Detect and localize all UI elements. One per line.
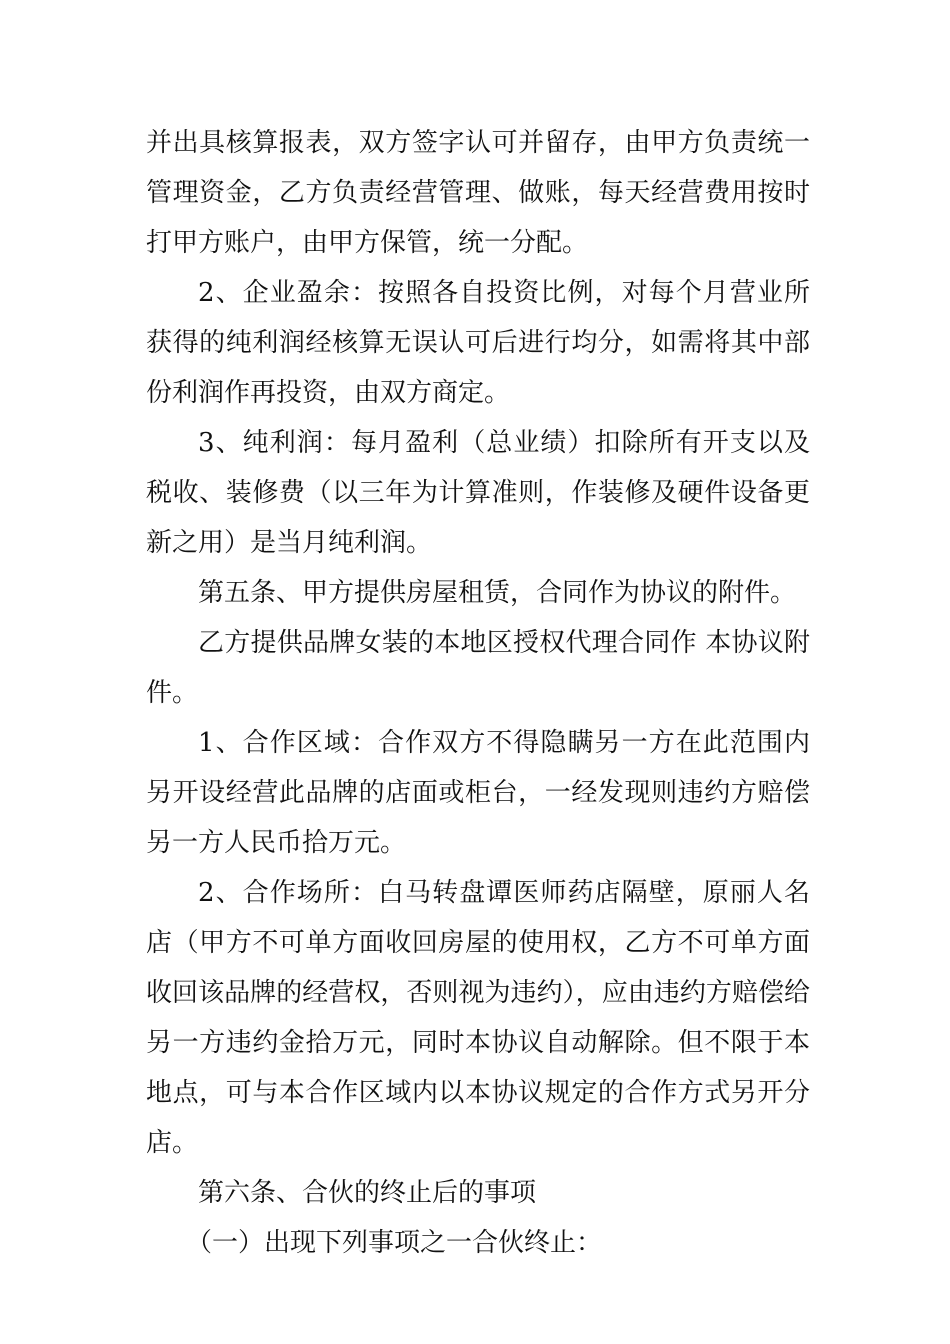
paragraph-profit-surplus: 2、企业盈余：按照各自投资比例，对每个月营业所获得的纯利润经核算无误认可后进行均分，如需将其中部份利润作再投资，由双方商定。	[146, 278, 810, 408]
paragraph-article-six: 第六条、合伙的终止后的事项	[198, 1178, 537, 1208]
paragraph-brand-authorization: 乙方提供品牌女装的本地区授权代理合同作 本协议附件。	[146, 628, 810, 708]
paragraph-termination-conditions: （一）出现下列事项之一合伙终止：	[186, 1228, 603, 1258]
paragraph-net-profit: 3、纯利润：每月盈利（总业绩）扣除所有开支以及税收、装修费（以三年为计算准则，作装修及硬件设备更新之用）是当月纯利润。	[146, 428, 810, 558]
paragraph-cooperation-area: 1、合作区域：合作双方不得隐瞒另一方在此范围内另开设经营此品牌的店面或柜台，一经发现则违约方赔偿另一方人民币拾万元。	[146, 728, 810, 858]
paragraph-accounting-continued: 并出具核算报表，双方签字认可并留存，由甲方负责统一管理资金，乙方负责经营管理、做账，每天经营费用按时打甲方账户，由甲方保管，统一分配。	[146, 128, 810, 258]
document-body	[146, 118, 810, 1268]
paragraph-cooperation-location: 2、合作场所：白马转盘谭医师药店隔壁，原丽人名店（甲方不可单方面收回房屋的使用权，乙方不可单方面收回该品牌的经营权，否则视为违约），应由违约方赔偿给另一方违约金拾万元，同时本协议自动解除。但不限于本地点，可与本合作区域内以本协议规定的合作方式另开分店。	[146, 878, 810, 1158]
paragraph-article-five: 第五条、甲方提供房屋租赁，合同作为协议的附件。	[198, 578, 797, 608]
